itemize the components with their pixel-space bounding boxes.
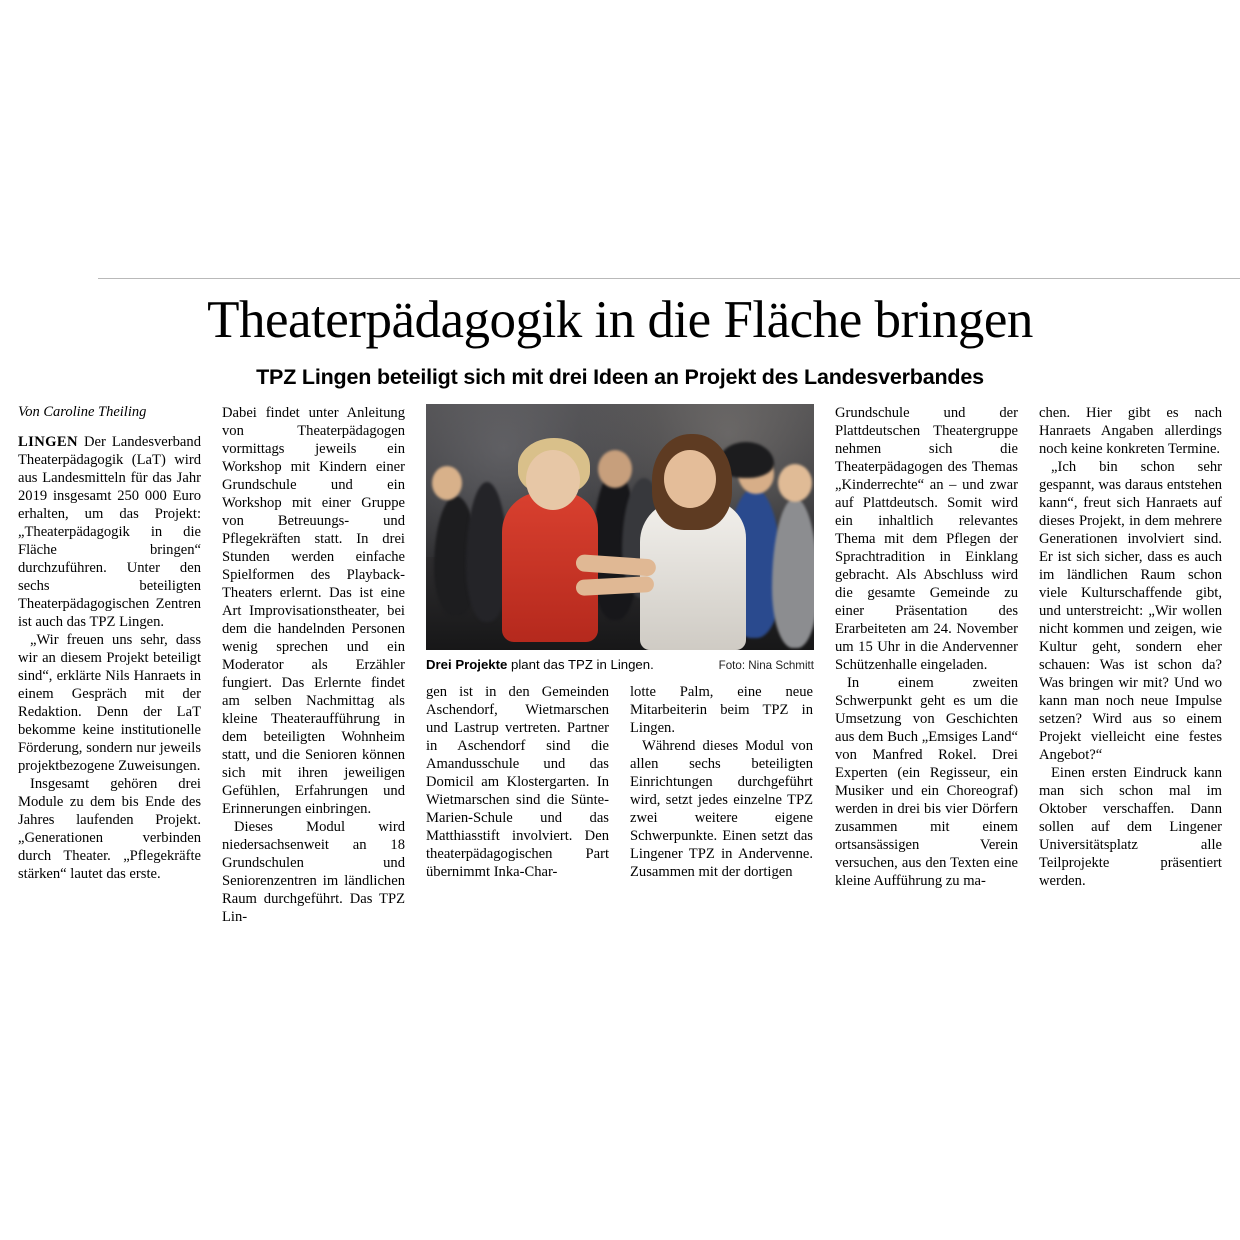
caption-lead: Drei Projekte <box>426 657 508 672</box>
page-title: Theaterpädagogik in die Fläche bringen <box>207 291 1033 349</box>
paragraph: „Ich bin schon sehr gespannt, was daraus entstehen kann“, freut sich Hanraets auf dieses Projekt, in dem mehrere Generationen involviert sind. Er ist sich sicher, dass es auch im ländlichen Raum schon viele Kulturschaffende gibt, und unterstreicht: „Wir wollen nicht kommen und zeigen, wie Kultur geht, sondern eher schauen: Was ist schon da? Was bringen wir mit? Und wo kann man noch neue Impulse setzen? Wird aus so einem Projekt vielleicht eine festes Angebot?“ <box>1039 459 1222 764</box>
column-2 <box>222 404 405 926</box>
top-divider <box>98 278 1240 279</box>
photo-and-columns <box>426 404 814 926</box>
paragraph <box>18 433 201 631</box>
paragraph: chen. Hier gibt es nach Hanraets Angaben allerdings noch keine konkreten Termine. <box>1039 405 1222 458</box>
article <box>20 278 1220 390</box>
foreground-girl-right-head <box>664 450 716 508</box>
caption-text <box>426 657 654 673</box>
paragraph: Dieses Modul wird niedersachsenweit an 18 Grundschulen und Seniorenzentren im ländlichen Raum durchgeführt. Das TPZ Lin- <box>222 819 405 926</box>
column-3 <box>426 683 609 881</box>
crowd-figure <box>772 498 814 648</box>
paragraph: Dabei findet unter Anleitung von Theaterpädagogen vormittags jeweils ein Workshop mit Kindern einer Grundschule und ein Workshop mit einer Gruppe von Betreuungs- und Pflegekräften statt. In drei Stunden werden einfache Spielformen des Playback-Theaters erlernt. Das ist eine Art Improvisationstheater, bei dem die handelnden Personen wenig sprechen und ein Moderator als Erzähler fungiert. Das Erlernte findet am selben Nachmittag als kleine Theateraufführung in dem beteiligten Wohnheim statt, und die Senioren können sich mit ihren jeweiligen Gefühlen, Erfahrungen und Erinnerungen einbringen. <box>222 405 405 818</box>
photo-crowd <box>426 404 814 650</box>
photo-credit: Foto: Nina Schmitt <box>718 659 814 672</box>
crowd-head <box>432 466 462 500</box>
photo-block <box>426 404 814 673</box>
paragraph-text: Der Landesverband Theaterpädagogik (LaT) wird aus Landesmitteln für das Jahr 2019 insgesamt 250 000 Euro erhalten, um das Projekt: „Theaterpädagogik in die Fläche bringen“ durchzuführen. Unter den sechs beteiligten Theaterpädagogischen Zentren ist auch das TPZ Lingen. <box>18 433 201 631</box>
subheadline: TPZ Lingen beteiligt sich mit drei Ideen an Projekt des Landesverbandes <box>256 364 984 389</box>
paragraph: In einem zweiten Schwerpunkt geht es um die Umsetzung von Geschichten aus dem Buch „Emsiges Land“ von Manfred Rokel. Drei Experten (ein Regisseur, ein Musiker und ein Choreograf) werden in drei bis vier Dörfern zusammen mit einem ortsansässigen Verein versuchen, aus den Texten eine kleine Aufführung zu ma- <box>835 675 1018 890</box>
article-photo <box>426 404 814 650</box>
dateline: LINGEN <box>18 433 78 450</box>
column-6 <box>1039 404 1222 926</box>
paragraph: lotte Palm, eine neue Mitarbeiterin beim TPZ in Lingen. <box>630 684 813 737</box>
paragraph: Während dieses Modul von allen sechs beteiligten Einrichtungen durchgeführt wird, setzt jedes einzelne TPZ zwei weitere eigene Schwerpunkte. Einen setzt das Lingener TPZ in Andervenne. Zusammen mit der dortigen <box>630 738 813 881</box>
article-columns <box>18 404 1223 926</box>
byline: Von Caroline Theiling <box>18 404 147 420</box>
columns-under-photo <box>426 683 814 881</box>
column-4 <box>630 683 813 881</box>
paragraph: Insgesamt gehören drei Module zu dem bis Ende des Jahres laufenden Projekt. „Generationen verbinden durch Theater. „Pflegekräfte stärken“ lautet das erste. <box>18 776 201 883</box>
column-1 <box>18 404 201 926</box>
caption-body: plant das TPZ in Lingen. <box>507 657 654 672</box>
photo-caption <box>426 657 814 673</box>
paragraph: Grundschule und der Plattdeutschen Theatergruppe nehmen sich die Theaterpädagogen des Themas „Kinderrechte“ an – und zwar auf Plattdeutsch. Somit wird ein inhaltlich relevantes Thema mit dem Pflegen der Sprachtradition in Einklang gebracht. Als Abschluss wird die gesamte Gemeinde zu einer Präsentation des Erarbeiteten am 24. November um 15 Uhr in die Andervenner Schützenhalle eingeladen. <box>835 405 1018 674</box>
paragraph: gen ist in den Gemeinden Aschendorf, Wietmarschen und Lastrup vertreten. Partner in Aschendorf sind die Amandusschule und das Domicil am Klostergarten. In Wietmarschen sind die Sünte-Marien-Schule und das Matthiasstift involviert. Den theaterpädagogischen Part übernimmt Inka-Char- <box>426 684 609 881</box>
paragraph: „Wir freuen uns sehr, dass wir an diesem Projekt beteiligt sind“, erklärte Nils Hanraets in einem Gespräch mit der Redaktion. Denn der LaT bekomme keine institutionelle Förderung, sondern nur jeweils projektbezogene Zuweisungen. <box>18 632 201 775</box>
foreground-girl-left-head <box>526 450 580 510</box>
paragraph: Einen ersten Eindruck kann man sich schon mal im Oktober verschaffen. Dann sollen auf dem Lingener Universitätsplatz alle Teilprojekte präsentiert werden. <box>1039 765 1222 890</box>
crowd-head <box>598 450 632 488</box>
crowd-head <box>778 464 812 502</box>
column-5 <box>835 404 1018 926</box>
